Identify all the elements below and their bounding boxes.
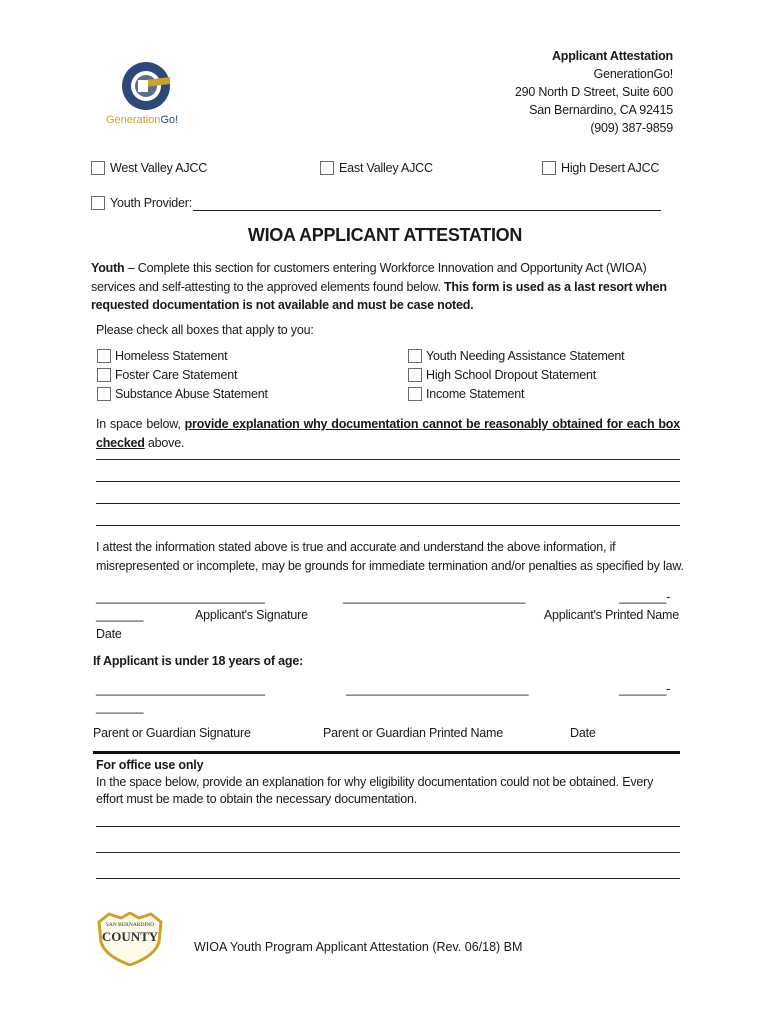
office-use-title: For office use only	[96, 758, 204, 772]
explain-post: above.	[144, 435, 185, 450]
section-divider	[93, 751, 680, 754]
county-seal	[95, 912, 165, 966]
homeless-checkbox[interactable]	[97, 349, 111, 363]
high-desert-checkbox[interactable]	[542, 161, 556, 175]
header-phone: (909) 387-9859	[590, 121, 673, 135]
guardian-date-caption: Date	[570, 726, 596, 740]
income-label: Income Statement	[426, 387, 525, 401]
youth-provider-checkbox[interactable]	[91, 196, 105, 210]
dropout-checkbox[interactable]	[408, 368, 422, 382]
intro-paragraph	[91, 259, 681, 315]
county-seal-small-text: SAN BERNARDINO	[105, 922, 155, 928]
east-valley-label: East Valley AJCC	[339, 161, 433, 175]
high-desert-label: High Desert AJCC	[561, 161, 660, 175]
county-seal-big-text: COUNTY	[101, 929, 159, 944]
west-valley-checkbox[interactable]	[91, 161, 105, 175]
applicant-signature-caption: Applicant's Signature	[195, 608, 308, 622]
under-18-heading: If Applicant is under 18 years of age:	[93, 654, 304, 668]
applicant-date-line[interactable]: _______-	[619, 590, 671, 604]
explanation-line-3[interactable]	[96, 503, 680, 504]
applicant-printed-caption: Applicant's Printed Name	[543, 608, 679, 622]
office-line-2[interactable]	[96, 852, 680, 853]
applicant-date-caption: Date	[96, 627, 122, 641]
west-valley-label: West Valley AJCC	[110, 161, 208, 175]
attest-paragraph: I attest the information stated above is true and accurate and understand the above information, if misrepresented or incomplete, may be grounds for immediate termination and/or penalties as specified by law.	[96, 540, 684, 573]
applicant-printed-line[interactable]: ___________________________	[343, 590, 526, 604]
homeless-label: Homeless Statement	[115, 349, 228, 363]
intro-text: – Complete this section for customers entering Workforce Innovation and Opportunity Act (WIOA) services and self-attesting to the approved elements found below.	[91, 261, 647, 294]
guardian-printed-caption: Parent or Guardian Printed Name	[323, 726, 504, 740]
office-line-3[interactable]	[96, 878, 680, 879]
east-valley-checkbox[interactable]	[320, 161, 334, 175]
explanation-line-2[interactable]	[96, 481, 680, 482]
header-address	[515, 47, 673, 137]
explain-paragraph	[96, 415, 680, 452]
guardian-signature-caption: Parent or Guardian Signature	[93, 726, 251, 740]
applicant-line-cont: _______	[96, 608, 144, 622]
explain-bold: provide explanation why documentation cannot be reasonably obtained for each box checked	[96, 417, 680, 450]
guardian-signature-line[interactable]: _________________________	[96, 682, 265, 696]
foster-care-checkbox[interactable]	[97, 368, 111, 382]
youth-needing-assistance-checkbox[interactable]	[408, 349, 422, 363]
logo-wordmark	[106, 114, 178, 126]
footer-text: WIOA Youth Program Applicant Attestation (Rev. 06/18) BM	[194, 940, 523, 954]
youth-needing-assistance-label: Youth Needing Assistance Statement	[426, 349, 625, 363]
foster-care-label: Foster Care Statement	[115, 368, 238, 382]
youth-provider-label: Youth Provider:	[110, 196, 193, 210]
substance-abuse-checkbox[interactable]	[97, 387, 111, 401]
explanation-line-1[interactable]	[96, 459, 680, 460]
guardian-line-cont: _______	[96, 700, 144, 714]
explain-pre: In space below,	[96, 417, 185, 431]
header-org: GenerationGo!	[593, 67, 673, 81]
explanation-line-4[interactable]	[96, 525, 680, 526]
dropout-label: High School Dropout Statement	[426, 368, 596, 382]
logo-word-generation: Generation	[106, 114, 161, 126]
generation-go-logo	[104, 56, 194, 132]
guardian-printed-line[interactable]: ___________________________	[346, 682, 529, 696]
intro-bold: This form is used as a last resort when requested documentation is not available and must be case noted.	[91, 279, 667, 312]
income-checkbox[interactable]	[408, 387, 422, 401]
intro-lead: Youth	[91, 261, 125, 275]
header-title: Applicant Attestation	[551, 49, 673, 63]
check-prompt: Please check all boxes that apply to you:	[96, 323, 314, 337]
logo-word-go: Go!	[160, 114, 179, 126]
header-street: 290 North D Street, Suite 600	[514, 85, 673, 99]
header-city: San Bernardino, CA 92415	[529, 103, 673, 117]
applicant-signature-line[interactable]: _________________________	[96, 590, 265, 604]
office-line-1[interactable]	[96, 826, 680, 827]
form-title: WIOA APPLICANT ATTESTATION	[247, 225, 523, 245]
youth-provider-line[interactable]	[193, 210, 661, 211]
guardian-date-line[interactable]: _______-	[619, 682, 671, 696]
substance-abuse-label: Substance Abuse Statement	[115, 387, 268, 401]
office-use-text: In the space below, provide an explanation for why eligibility documentation could not be obtained. Every effort must be made to obtain the necessary documentation.	[96, 775, 654, 806]
